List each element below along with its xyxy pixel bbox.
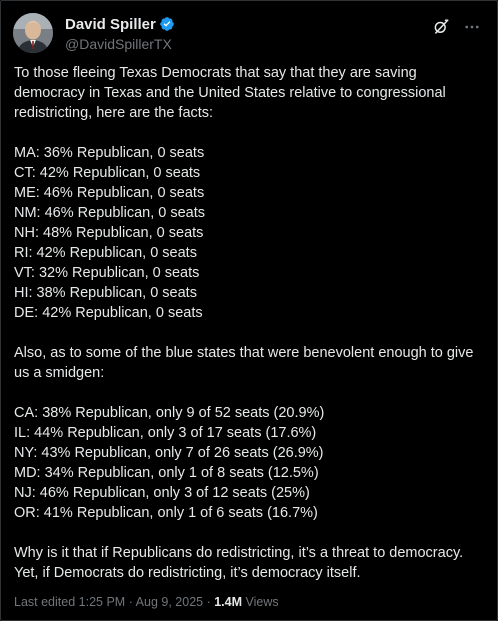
tweet-footer xyxy=(14,595,279,609)
author-handle[interactable]: @DavidSpillerTX xyxy=(65,36,172,52)
views-count[interactable]: 1.4M xyxy=(214,595,243,609)
tweet-closing xyxy=(14,543,484,583)
list-item: OR: 41% Republican, only 1 of 6 seats (16.7%) xyxy=(14,505,318,521)
text-line: us a smidgen: xyxy=(14,365,105,381)
list-item: MD: 34% Republican, only 1 of 8 seats (12.5%) xyxy=(14,465,319,481)
tweet-time[interactable]: 1:25 PM xyxy=(78,595,126,609)
tweet-header xyxy=(13,13,175,53)
list-item: VT: 32% Republican, 0 seats xyxy=(14,265,200,281)
text-line: Yet, if Democrats do redistricting, it’s democracy itself. xyxy=(14,565,361,581)
text-line: To those fleeing Texas Democrats that say that they are saving xyxy=(14,65,417,81)
avatar-image xyxy=(13,13,53,53)
last-edited-label[interactable]: Last edited xyxy=(14,595,76,609)
tweet-text xyxy=(14,63,484,603)
list-item: NH: 48% Republican, 0 seats xyxy=(14,225,204,241)
footer-separator: · xyxy=(206,595,211,609)
avatar[interactable] xyxy=(13,13,53,53)
tweet-date[interactable]: Aug 9, 2025 xyxy=(135,595,204,609)
author-names xyxy=(65,14,175,52)
name-row xyxy=(65,14,175,34)
verified-badge-icon[interactable] xyxy=(159,16,175,32)
list-item: CA: 38% Republican, only 9 of 52 seats (20.9%) xyxy=(14,405,325,421)
text-line: democracy in Texas and the United States relative to congressional xyxy=(14,85,446,101)
text-line: redistricting, here are the facts: xyxy=(14,105,214,121)
tweet-blue-states-list xyxy=(14,403,484,523)
tweet-also xyxy=(14,343,484,383)
list-item: HI: 38% Republican, 0 seats xyxy=(14,285,197,301)
views-label: Views xyxy=(245,595,279,609)
list-item: ME: 46% Republican, 0 seats xyxy=(14,185,205,201)
list-item: NJ: 46% Republican, only 3 of 12 seats (25%) xyxy=(14,485,310,501)
list-item: CT: 42% Republican, 0 seats xyxy=(14,165,201,181)
tweet-facts-list xyxy=(14,143,484,323)
author-display-name[interactable]: David Spiller xyxy=(65,15,156,33)
list-item: RI: 42% Republican, 0 seats xyxy=(14,245,197,261)
list-item: DE: 42% Republican, 0 seats xyxy=(14,305,203,321)
list-item: MA: 36% Republican, 0 seats xyxy=(14,145,205,161)
list-item: IL: 44% Republican, only 3 of 17 seats (17.6%) xyxy=(14,425,317,441)
tweet-intro xyxy=(14,63,484,123)
footer-separator: · xyxy=(128,595,133,609)
grok-icon[interactable] xyxy=(430,16,452,38)
more-options-icon[interactable] xyxy=(461,16,483,38)
list-item: NY: 43% Republican, only 7 of 26 seats (26.9%) xyxy=(14,445,324,461)
text-line: Why is it that if Republicans do redistricting, it’s a threat to democracy. xyxy=(14,545,464,561)
list-item: NM: 46% Republican, 0 seats xyxy=(14,205,206,221)
text-line: Also, as to some of the blue states that were benevolent enough to give xyxy=(14,345,474,361)
